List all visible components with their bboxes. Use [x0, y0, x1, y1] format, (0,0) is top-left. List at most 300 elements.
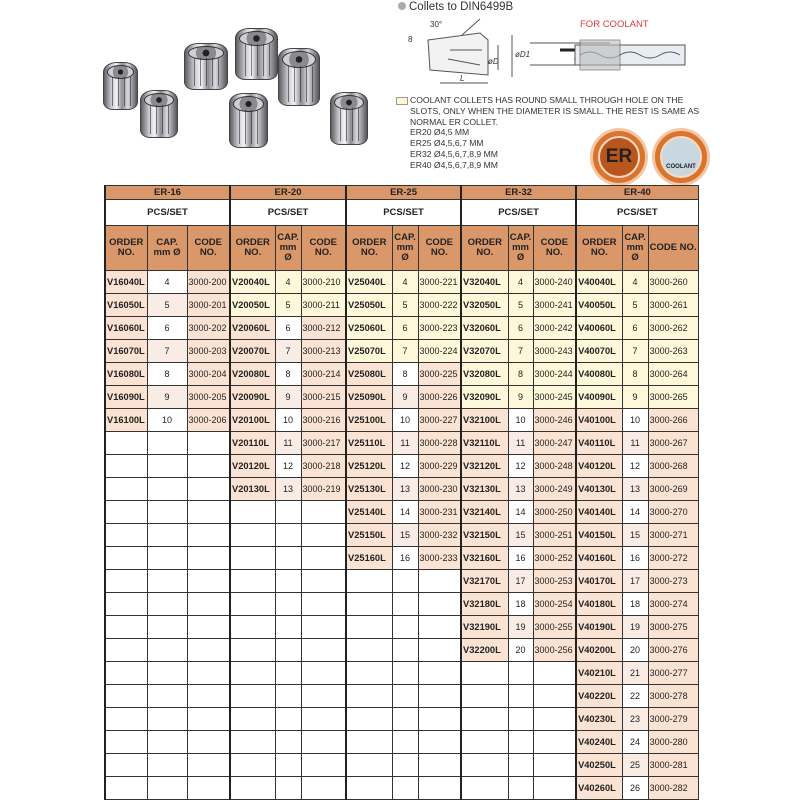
order-no: V40040L	[576, 271, 622, 294]
empty-cell	[461, 685, 508, 708]
cap-mm: 4	[392, 271, 418, 294]
order-no: V20040L	[230, 271, 275, 294]
empty-cell	[275, 524, 301, 547]
collet-image	[103, 62, 138, 110]
order-no: V40210L	[576, 662, 622, 685]
table-row	[105, 731, 698, 754]
empty-cell	[508, 777, 533, 800]
empty-cell	[533, 731, 576, 754]
coolant-badge: COOLANT	[652, 128, 710, 186]
order-no: V32050L	[461, 294, 508, 317]
order-no: V20060L	[230, 317, 275, 340]
order-no: V40100L	[576, 409, 622, 432]
cap-mm: 4	[622, 271, 648, 294]
order-no: V20070L	[230, 340, 275, 363]
cap-mm: 10	[508, 409, 533, 432]
empty-cell	[533, 662, 576, 685]
order-no: V20120L	[230, 455, 275, 478]
empty-cell	[346, 685, 392, 708]
empty-cell	[301, 777, 346, 800]
empty-cell	[147, 777, 187, 800]
empty-cell	[508, 731, 533, 754]
cap-mm: 8	[147, 363, 187, 386]
empty-cell	[187, 708, 230, 731]
table-row	[105, 685, 698, 708]
code-no: 3000-228	[418, 432, 461, 455]
empty-cell	[147, 616, 187, 639]
empty-cell	[461, 708, 508, 731]
cap-mm: 13	[622, 478, 648, 501]
empty-cell	[508, 754, 533, 777]
cap-mm: 15	[622, 524, 648, 547]
cap-mm: 12	[622, 455, 648, 478]
code-no: 3000-242	[533, 317, 576, 340]
code-no: 3000-241	[533, 294, 576, 317]
series-header: ER-20	[230, 186, 346, 200]
cap-mm: 10	[275, 409, 301, 432]
table-row	[105, 271, 698, 294]
empty-cell	[105, 754, 147, 777]
order-no: V16080L	[105, 363, 147, 386]
empty-cell	[105, 432, 147, 455]
empty-cell	[301, 754, 346, 777]
empty-cell	[230, 547, 275, 570]
code-no: 3000-265	[648, 386, 698, 409]
empty-cell	[418, 570, 461, 593]
empty-cell	[275, 593, 301, 616]
er-badge: ER	[590, 128, 648, 186]
code-no: 3000-217	[301, 432, 346, 455]
empty-cell	[275, 639, 301, 662]
code-no: 3000-229	[418, 455, 461, 478]
empty-cell	[147, 754, 187, 777]
note-line: ER20 Ø4,5 MM	[410, 127, 470, 138]
collet-image	[330, 92, 368, 145]
col-code-header: CODE NO.	[418, 226, 461, 271]
collet-image	[235, 28, 278, 80]
note-text: COOLANT COLLETS HAS ROUND SMALL THROUGH HOLE ON THE SLOTS, ONLY WHEN THE DIAMETER IS SMALL. THE REST IS SAME AS NORMAL ER COLLET.	[410, 95, 700, 127]
code-no: 3000-276	[648, 639, 698, 662]
code-no: 3000-252	[533, 547, 576, 570]
empty-cell	[230, 501, 275, 524]
order-no: V32190L	[461, 616, 508, 639]
empty-cell	[346, 754, 392, 777]
empty-cell	[301, 731, 346, 754]
collet-image	[229, 93, 268, 148]
cap-mm: 26	[622, 777, 648, 800]
order-no: V32140L	[461, 501, 508, 524]
code-no: 3000-219	[301, 478, 346, 501]
code-no: 3000-278	[648, 685, 698, 708]
code-no: 3000-269	[648, 478, 698, 501]
table-row	[105, 777, 698, 800]
empty-cell	[533, 777, 576, 800]
empty-cell	[275, 662, 301, 685]
order-no: V40080L	[576, 363, 622, 386]
order-no: V16070L	[105, 340, 147, 363]
empty-cell	[230, 616, 275, 639]
cap-mm: 8	[275, 363, 301, 386]
code-no: 3000-280	[648, 731, 698, 754]
table-row	[105, 340, 698, 363]
empty-cell	[230, 662, 275, 685]
cap-mm: 4	[508, 271, 533, 294]
empty-cell	[147, 524, 187, 547]
empty-cell	[275, 754, 301, 777]
table-row	[105, 386, 698, 409]
cap-mm: 12	[275, 455, 301, 478]
cap-mm: 6	[392, 317, 418, 340]
collet-dimension-diagram	[400, 15, 710, 85]
code-no: 3000-263	[648, 340, 698, 363]
empty-cell	[230, 593, 275, 616]
cap-mm: 8	[508, 363, 533, 386]
cap-mm: 12	[392, 455, 418, 478]
empty-cell	[301, 593, 346, 616]
empty-cell	[392, 754, 418, 777]
empty-cell	[301, 547, 346, 570]
l-label: L	[460, 74, 465, 83]
cap-mm: 10	[622, 409, 648, 432]
empty-cell	[346, 570, 392, 593]
empty-cell	[230, 570, 275, 593]
pcs-set-header: PCS/SET	[576, 200, 698, 226]
code-no: 3000-254	[533, 593, 576, 616]
order-no: V25160L	[346, 547, 392, 570]
cap-mm: 14	[508, 501, 533, 524]
empty-cell	[346, 639, 392, 662]
empty-cell	[275, 708, 301, 731]
col-cap-header: CAP. mm Ø	[147, 226, 187, 271]
empty-cell	[187, 478, 230, 501]
code-no: 3000-225	[418, 363, 461, 386]
code-no: 3000-273	[648, 570, 698, 593]
cap-mm: 7	[275, 340, 301, 363]
code-no: 3000-274	[648, 593, 698, 616]
code-no: 3000-268	[648, 455, 698, 478]
cap-mm: 18	[508, 593, 533, 616]
empty-cell	[147, 432, 187, 455]
order-no: V40060L	[576, 317, 622, 340]
cap-mm: 9	[147, 386, 187, 409]
col-cap-header: CAP. mm Ø	[275, 226, 301, 271]
cap-mm: 23	[622, 708, 648, 731]
cap-mm: 11	[275, 432, 301, 455]
cap-mm: 11	[622, 432, 648, 455]
cap-mm: 12	[508, 455, 533, 478]
order-no: V32170L	[461, 570, 508, 593]
empty-cell	[230, 731, 275, 754]
cap-mm: 4	[275, 271, 301, 294]
empty-cell	[147, 547, 187, 570]
code-no: 3000-227	[418, 409, 461, 432]
empty-cell	[105, 662, 147, 685]
table-row	[105, 317, 698, 340]
empty-cell	[275, 685, 301, 708]
cap-mm: 25	[622, 754, 648, 777]
code-no: 3000-223	[418, 317, 461, 340]
code-no: 3000-277	[648, 662, 698, 685]
code-no: 3000-256	[533, 639, 576, 662]
cap-mm: 16	[508, 547, 533, 570]
code-no: 3000-222	[418, 294, 461, 317]
cap-mm: 9	[508, 386, 533, 409]
order-no: V32180L	[461, 593, 508, 616]
empty-cell	[461, 662, 508, 685]
d1-label: øD1	[515, 50, 531, 59]
cap-mm: 16	[392, 547, 418, 570]
table-row	[105, 754, 698, 777]
empty-cell	[346, 777, 392, 800]
order-no: V40130L	[576, 478, 622, 501]
series-header: ER-16	[105, 186, 230, 200]
order-no: V25070L	[346, 340, 392, 363]
order-no: V25110L	[346, 432, 392, 455]
col-code-header: CODE NO.	[533, 226, 576, 271]
order-no: V32060L	[461, 317, 508, 340]
empty-cell	[346, 593, 392, 616]
order-no: V32100L	[461, 409, 508, 432]
col-code-header: CODE NO.	[187, 226, 230, 271]
empty-cell	[301, 570, 346, 593]
pcs-set-header: PCS/SET	[461, 200, 576, 226]
order-no: V32120L	[461, 455, 508, 478]
empty-cell	[346, 616, 392, 639]
empty-cell	[105, 547, 147, 570]
code-no: 3000-279	[648, 708, 698, 731]
cap-mm: 7	[622, 340, 648, 363]
table-row	[105, 478, 698, 501]
empty-cell	[301, 501, 346, 524]
order-no: V20090L	[230, 386, 275, 409]
order-no: V40120L	[576, 455, 622, 478]
cap-mm: 19	[508, 616, 533, 639]
collet-image	[140, 90, 178, 138]
empty-cell	[275, 547, 301, 570]
empty-cell	[461, 754, 508, 777]
order-no: V25080L	[346, 363, 392, 386]
col-order-header: ORDER NO.	[576, 226, 622, 271]
code-no: 3000-233	[418, 547, 461, 570]
order-no: V16060L	[105, 317, 147, 340]
order-no: V40150L	[576, 524, 622, 547]
empty-cell	[346, 708, 392, 731]
empty-cell	[461, 777, 508, 800]
empty-cell	[346, 662, 392, 685]
table-row	[105, 639, 698, 662]
code-no: 3000-231	[418, 501, 461, 524]
code-no: 3000-232	[418, 524, 461, 547]
order-no: V32110L	[461, 432, 508, 455]
order-no: V16100L	[105, 409, 147, 432]
code-no: 3000-206	[187, 409, 230, 432]
code-no: 3000-230	[418, 478, 461, 501]
order-no: V40050L	[576, 294, 622, 317]
code-no: 3000-248	[533, 455, 576, 478]
for-coolant-label: FOR COOLANT	[580, 19, 649, 30]
empty-cell	[461, 731, 508, 754]
code-no: 3000-270	[648, 501, 698, 524]
cap-mm: 6	[275, 317, 301, 340]
order-no: V32160L	[461, 547, 508, 570]
order-no: V40170L	[576, 570, 622, 593]
empty-cell	[147, 501, 187, 524]
order-no: V32130L	[461, 478, 508, 501]
table-row	[105, 501, 698, 524]
empty-cell	[147, 708, 187, 731]
cap-mm: 5	[508, 294, 533, 317]
code-no: 3000-205	[187, 386, 230, 409]
code-no: 3000-262	[648, 317, 698, 340]
code-no: 3000-216	[301, 409, 346, 432]
code-no: 3000-255	[533, 616, 576, 639]
collet-table	[104, 185, 699, 800]
order-no: V40190L	[576, 616, 622, 639]
empty-cell	[187, 754, 230, 777]
empty-cell	[187, 547, 230, 570]
empty-cell	[533, 708, 576, 731]
code-no: 3000-264	[648, 363, 698, 386]
empty-cell	[105, 501, 147, 524]
order-no: V32080L	[461, 363, 508, 386]
empty-cell	[301, 639, 346, 662]
code-no: 3000-260	[648, 271, 698, 294]
table-row	[105, 409, 698, 432]
table-row	[105, 294, 698, 317]
col-order-header: ORDER NO.	[461, 226, 508, 271]
empty-cell	[346, 731, 392, 754]
pcs-set-header: PCS/SET	[346, 200, 461, 226]
code-no: 3000-253	[533, 570, 576, 593]
code-no: 3000-247	[533, 432, 576, 455]
table-row	[105, 593, 698, 616]
empty-cell	[147, 593, 187, 616]
empty-cell	[105, 708, 147, 731]
code-no: 3000-249	[533, 478, 576, 501]
series-header: ER-25	[346, 186, 461, 200]
code-no: 3000-224	[418, 340, 461, 363]
page-title: Collets to DIN6499B	[398, 1, 513, 13]
cap-mm: 18	[622, 593, 648, 616]
empty-cell	[418, 662, 461, 685]
empty-cell	[392, 570, 418, 593]
code-no: 3000-246	[533, 409, 576, 432]
empty-cell	[187, 570, 230, 593]
order-no: V25090L	[346, 386, 392, 409]
cap-mm: 10	[392, 409, 418, 432]
empty-cell	[301, 616, 346, 639]
code-no: 3000-226	[418, 386, 461, 409]
cap-mm: 8	[392, 363, 418, 386]
code-no: 3000-204	[187, 363, 230, 386]
cap-mm: 17	[508, 570, 533, 593]
empty-cell	[105, 524, 147, 547]
code-no: 3000-275	[648, 616, 698, 639]
empty-cell	[275, 731, 301, 754]
order-no: V20100L	[230, 409, 275, 432]
empty-cell	[418, 593, 461, 616]
cap-mm: 21	[622, 662, 648, 685]
empty-cell	[147, 639, 187, 662]
cap-mm: 15	[392, 524, 418, 547]
empty-cell	[418, 639, 461, 662]
order-no: V16050L	[105, 294, 147, 317]
cap-mm: 5	[392, 294, 418, 317]
empty-cell	[392, 662, 418, 685]
cap-mm: 10	[147, 409, 187, 432]
cap-mm: 7	[392, 340, 418, 363]
series-header: ER-40	[576, 186, 698, 200]
empty-cell	[147, 685, 187, 708]
empty-cell	[508, 685, 533, 708]
order-no: V40110L	[576, 432, 622, 455]
col-cap-header: CAP. mm Ø	[392, 226, 418, 271]
order-no: V25130L	[346, 478, 392, 501]
code-no: 3000-261	[648, 294, 698, 317]
order-no: V20080L	[230, 363, 275, 386]
empty-cell	[392, 639, 418, 662]
order-no: V25120L	[346, 455, 392, 478]
collet-image	[278, 48, 320, 106]
empty-cell	[187, 455, 230, 478]
empty-cell	[105, 731, 147, 754]
empty-cell	[230, 685, 275, 708]
cap-mm: 13	[508, 478, 533, 501]
cap-mm: 7	[508, 340, 533, 363]
note-line: ER40 Ø4,5,6,7,8,9 MM	[410, 159, 498, 170]
empty-cell	[187, 616, 230, 639]
empty-cell	[392, 708, 418, 731]
order-no: V40200L	[576, 639, 622, 662]
code-no: 3000-251	[533, 524, 576, 547]
order-no: V32090L	[461, 386, 508, 409]
cap-mm: 4	[147, 271, 187, 294]
empty-cell	[187, 432, 230, 455]
empty-cell	[230, 524, 275, 547]
cap-mm: 14	[392, 501, 418, 524]
code-no: 3000-214	[301, 363, 346, 386]
empty-cell	[301, 662, 346, 685]
empty-cell	[187, 731, 230, 754]
pcs-set-header: PCS/SET	[105, 200, 230, 226]
order-no: V40240L	[576, 731, 622, 754]
empty-cell	[301, 685, 346, 708]
empty-cell	[230, 777, 275, 800]
cap-mm: 13	[275, 478, 301, 501]
order-no: V40070L	[576, 340, 622, 363]
col-cap-header: CAP. mm Ø	[508, 226, 533, 271]
cap-mm: 5	[147, 294, 187, 317]
empty-cell	[105, 639, 147, 662]
cap-mm: 13	[392, 478, 418, 501]
code-no: 3000-210	[301, 271, 346, 294]
empty-cell	[147, 662, 187, 685]
empty-cell	[392, 777, 418, 800]
empty-cell	[230, 754, 275, 777]
table-row	[105, 547, 698, 570]
col-code-header: CODE NO.	[301, 226, 346, 271]
empty-cell	[105, 777, 147, 800]
col-cap-header: CAP. mm Ø	[622, 226, 648, 271]
cap-mm: 9	[275, 386, 301, 409]
code-no: 3000-212	[301, 317, 346, 340]
order-no: V40220L	[576, 685, 622, 708]
code-no: 3000-282	[648, 777, 698, 800]
empty-cell	[392, 731, 418, 754]
order-no: V20130L	[230, 478, 275, 501]
empty-cell	[147, 570, 187, 593]
note-line: ER25 Ø4,5,6,7 MM	[410, 138, 484, 149]
